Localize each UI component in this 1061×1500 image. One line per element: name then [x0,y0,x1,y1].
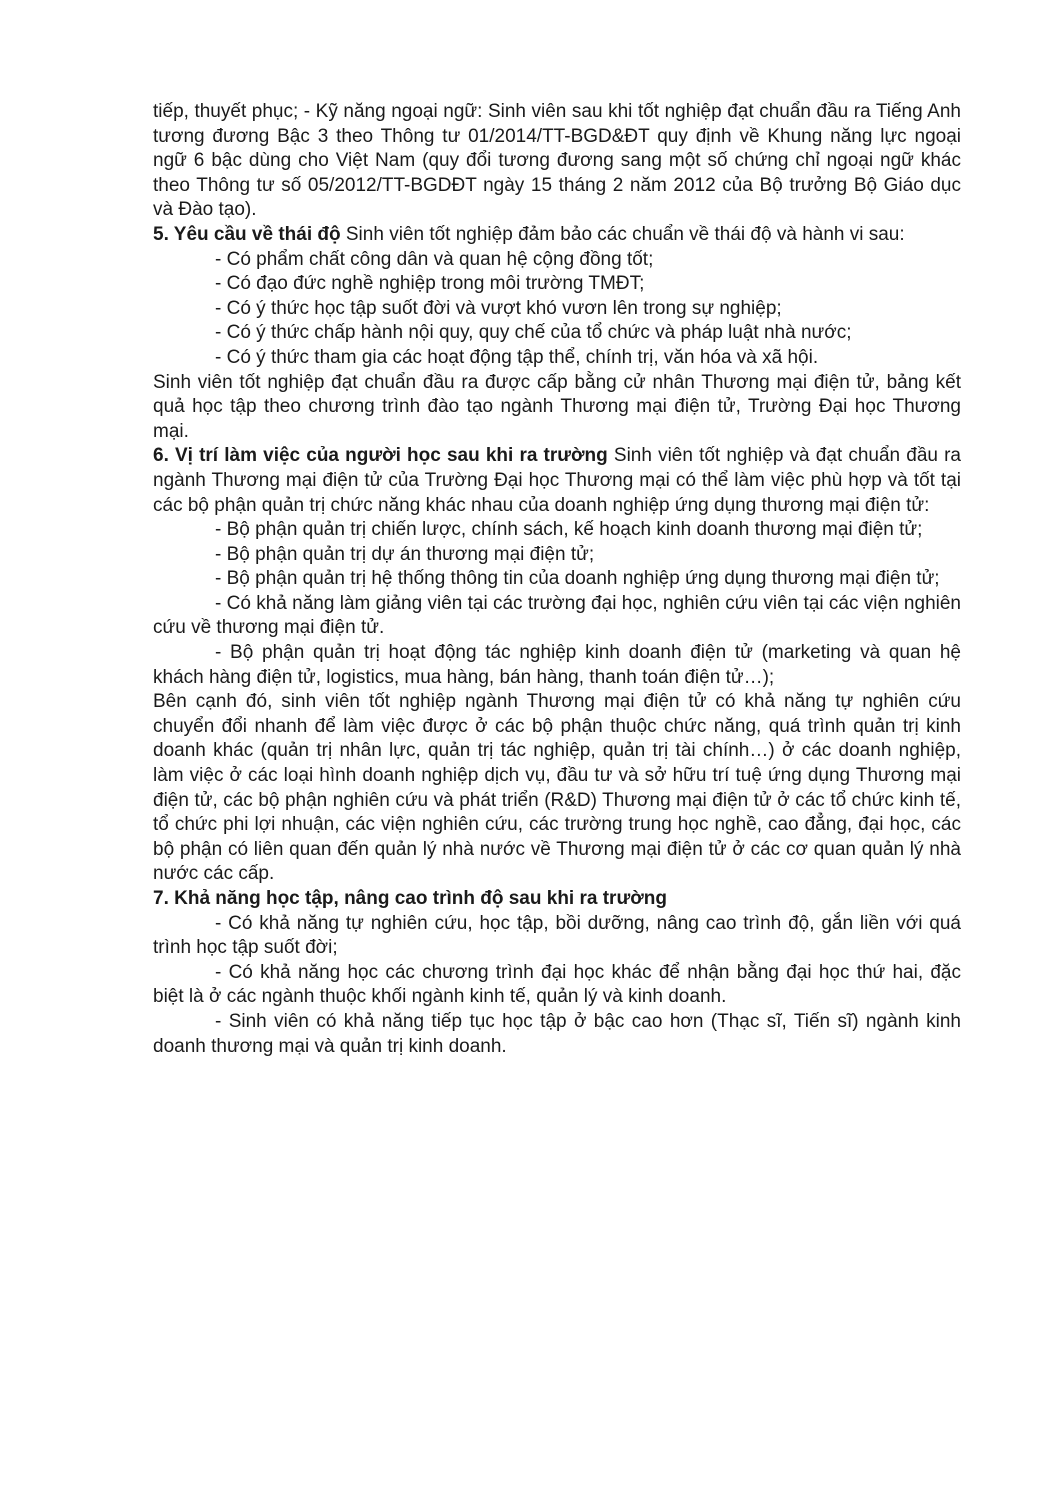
intro-paragraph: tiếp, thuyết phục; - Kỹ năng ngoại ngữ: Sinh viên sau khi tốt nghiệp đạt chuẩn đầu ra Tiếng Anh tương đương Bậc 3 theo Thông tư 01/2014/TT-BGD&ĐT quy định về Khung năng lực ngoại ngữ 6 bậc dùng cho Việt Nam (quy đổi tương đương sang một số chứng chỉ ngoại ngữ khác theo Thông tư số 05/2012/TT-BGDĐT ngày 15 tháng 2 năm 2012 của Bộ trưởng Bộ Giáo dục và Đào tạo). [153,101,961,221]
section-6-closing: Bên cạnh đó, sinh viên tốt nghiệp ngành Thương mại điện tử có khả năng tự nghiên cứu chuyển đổi nhanh để làm việc được ở các bộ phận thuộc chức năng, quá trình quản trị kinh doanh khác (quản trị nhân lực, quản trị tác nghiệp, quản trị tài chính…) ở các doanh nghiệp, làm việc ở các loại hình doanh nghiệp dịch vụ, đầu tư và sở hữu trí tuệ ứng dụng Thương mại điện tử, các bộ phận nghiên cứu và phát triển (R&D) Thương mại điện tử ở các tổ chức kinh tế, tổ chức phi lợi nhuận, các viện nghiên cứu, các trường trung học nghề, cao đẳng, đại học, các bộ phận có liên quan đến quản lý nhà nước về Thương mại điện tử ở các cơ quan quản lý nhà nước các cấp. [153,691,961,885]
section-5-item: - Có đạo đức nghề nghiệp trong môi trường TMĐT; [215,273,645,295]
section-5-paragraph [153,223,961,248]
section-6-lead: Sinh viên tốt nghiệp và đạt chuẩn đầu ra ngành Thương mại điện tử của Trường Đại học Thương mại có thể làm việc phù hợp và tốt tại các bộ phận quản trị chức năng khác nhau của doanh nghiệp ứng dụng thương mại điện tử: [153,445,961,516]
section-6-item: - Bộ phận quản trị dự án thương mại điện tử; [215,543,595,565]
section-7-item: - Sinh viên có khả năng tiếp tục học tập ở bậc cao hơn (Thạc sĩ, Tiến sĩ) ngành kinh doanh thương mại và quản trị kinh doanh. [153,1010,961,1057]
section-6-item: - Bộ phận quản trị hệ thống thông tin của doanh nghiệp ứng dụng thương mại điện tử; [215,568,940,590]
section-6-item: - Bộ phận quản trị chiến lược, chính sách, kế hoạch kinh doanh thương mại điện tử; [215,519,923,541]
section-7-item: - Có khả năng học các chương trình đại học khác để nhận bằng đại học thứ hai, đặc biệt là ở các ngành thuộc khối ngành kinh tế, quản lý và kinh doanh. [153,961,961,1008]
document-page [153,100,961,1059]
section-5-item: - Có ý thức tham gia các hoạt động tập thể, chính trị, văn hóa và xã hội. [215,346,819,368]
section-5-closing: Sinh viên tốt nghiệp đạt chuẩn đầu ra được cấp bằng cử nhân Thương mại điện tử, bảng kết quả học tập theo chương trình đào tạo ngành Thương mại điện tử, Trường Đại học Thương mại. [153,371,961,442]
section-7-heading: 7. Khả năng học tập, nâng cao trình độ sau khi ra trường [153,888,667,909]
section-6-paragraph [153,444,961,518]
section-7-item: - Có khả năng tự nghiên cứu, học tập, bồi dưỡng, nâng cao trình độ, gắn liền với quá trình học tập suốt đời; [153,912,961,959]
section-5-item: - Có ý thức học tập suốt đời và vượt khó vươn lên trong sự nghiệp; [215,297,782,319]
section-5-item: - Có ý thức chấp hành nội quy, quy chế của tổ chức và pháp luật nhà nước; [215,322,852,344]
section-6-heading: 6. Vị trí làm việc của người học sau khi ra trường [153,445,608,467]
section-5-item: - Có phẩm chất công dân và quan hệ cộng đồng tốt; [215,248,654,270]
section-6-item: - Có khả năng làm giảng viên tại các trường đại học, nghiên cứu viên tại các viện nghiên cứu về thương mại điện tử. [153,592,961,639]
section-5-heading: 5. Yêu cầu về thái độ [153,223,341,245]
section-5-lead: Sinh viên tốt nghiệp đảm bảo các chuẩn về thái độ và hành vi sau: [340,223,905,245]
section-6-item: - Bộ phận quản trị hoạt động tác nghiệp kinh doanh điện tử (marketing và quan hệ khách hàng điện tử, logistics, mua hàng, bán hàng, thanh toán điện tử…); [153,642,961,688]
